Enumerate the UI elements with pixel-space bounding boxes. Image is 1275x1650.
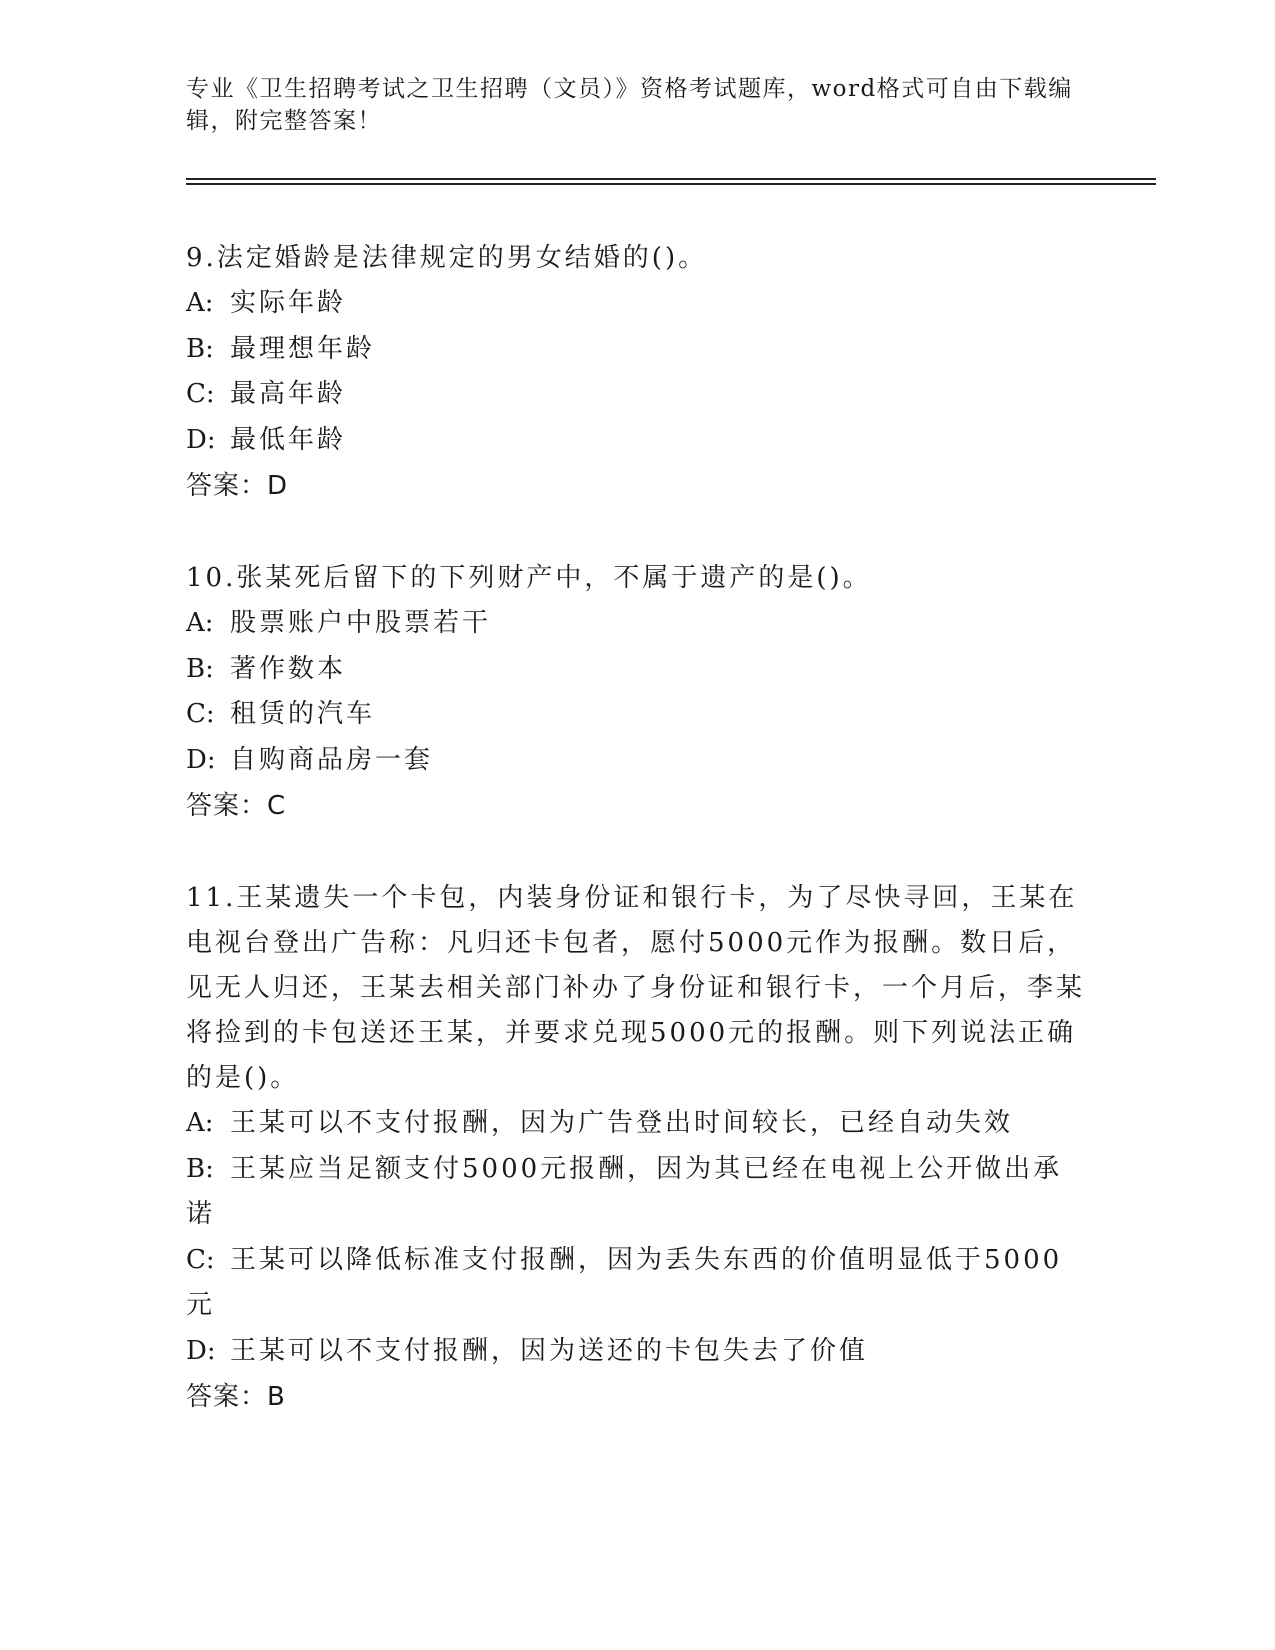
answer-line: 答案：B [186, 1382, 286, 1412]
option-a [186, 1101, 1086, 1147]
option-a [186, 281, 1086, 327]
option-text: 自购商品房一套 [230, 744, 434, 775]
option-key: A: [186, 1108, 214, 1138]
option-text: 实际年龄 [230, 288, 347, 318]
question-9 [186, 236, 1086, 509]
option-key: A: [186, 288, 214, 318]
option-c [186, 372, 1086, 418]
option-list [186, 281, 1086, 463]
option-key: B: [186, 333, 214, 364]
option-key: D: [186, 424, 216, 455]
option-text: 租赁的汽车 [230, 699, 376, 729]
option-key: B: [186, 1153, 214, 1184]
option-b [186, 327, 1086, 373]
option-key: D: [186, 744, 216, 775]
option-key: C: [186, 379, 215, 409]
option-d [186, 1329, 1086, 1375]
option-c [186, 692, 1086, 738]
option-list [186, 1101, 1086, 1374]
option-text: 最理想年龄 [230, 333, 376, 364]
option-text: 王某应当足额支付5000元报酬，因为其已经在电视上公开做出承诺 [186, 1153, 1063, 1229]
option-key: A: [186, 608, 214, 638]
question-11 [186, 876, 1086, 1420]
option-a [186, 601, 1086, 647]
question-stem: 11.王某遗失一个卡包，内装身份证和银行卡，为了尽快寻回，王某在电视台登出广告称：凡归还卡包者，愿付5000元作为报酬。数日后，见无人归还，王某去相关部门补办了身份证和银行卡，一个月后，李某将捡到的卡包送还王某，并要求兑现5000元的报酬。则下列说法正确的是()。 [186, 883, 1086, 1093]
answer-line: 答案：D [186, 471, 289, 501]
answer-line: 答案：C [186, 791, 287, 821]
question-10 [186, 556, 1086, 829]
header-divider-bottom [186, 183, 1156, 185]
option-text: 王某可以降低标准支付报酬，因为丢失东西的价值明显低于5000元 [186, 1244, 1063, 1320]
option-d [186, 738, 1086, 784]
option-text: 王某可以不支付报酬，因为送还的卡包失去了价值 [230, 1335, 869, 1366]
option-list [186, 601, 1086, 783]
option-text: 著作数本 [230, 653, 347, 684]
option-key: C: [186, 1244, 215, 1275]
option-key: B: [186, 653, 214, 684]
header-divider-top [186, 178, 1156, 180]
option-text: 股票账户中股票若干 [230, 608, 492, 638]
option-text: 王某可以不支付报酬，因为广告登出时间较长，已经自动失效 [230, 1108, 1014, 1138]
option-key: C: [186, 699, 215, 729]
question-stem: 9.法定婚龄是法律规定的男女结婚的()。 [186, 243, 708, 273]
option-d [186, 418, 1086, 464]
option-c [186, 1238, 1086, 1329]
document-header: 专业《卫生招聘考试之卫生招聘（文员）》资格考试题库，word格式可自由下载编辑，附完整答案！ [186, 76, 1073, 134]
option-b [186, 1147, 1086, 1238]
option-key: D: [186, 1335, 216, 1366]
option-b [186, 647, 1086, 693]
question-stem: 10.张某死后留下的下列财产中，不属于遗产的是()。 [186, 563, 872, 593]
option-text: 最高年龄 [230, 379, 347, 409]
option-text: 最低年龄 [230, 424, 347, 455]
